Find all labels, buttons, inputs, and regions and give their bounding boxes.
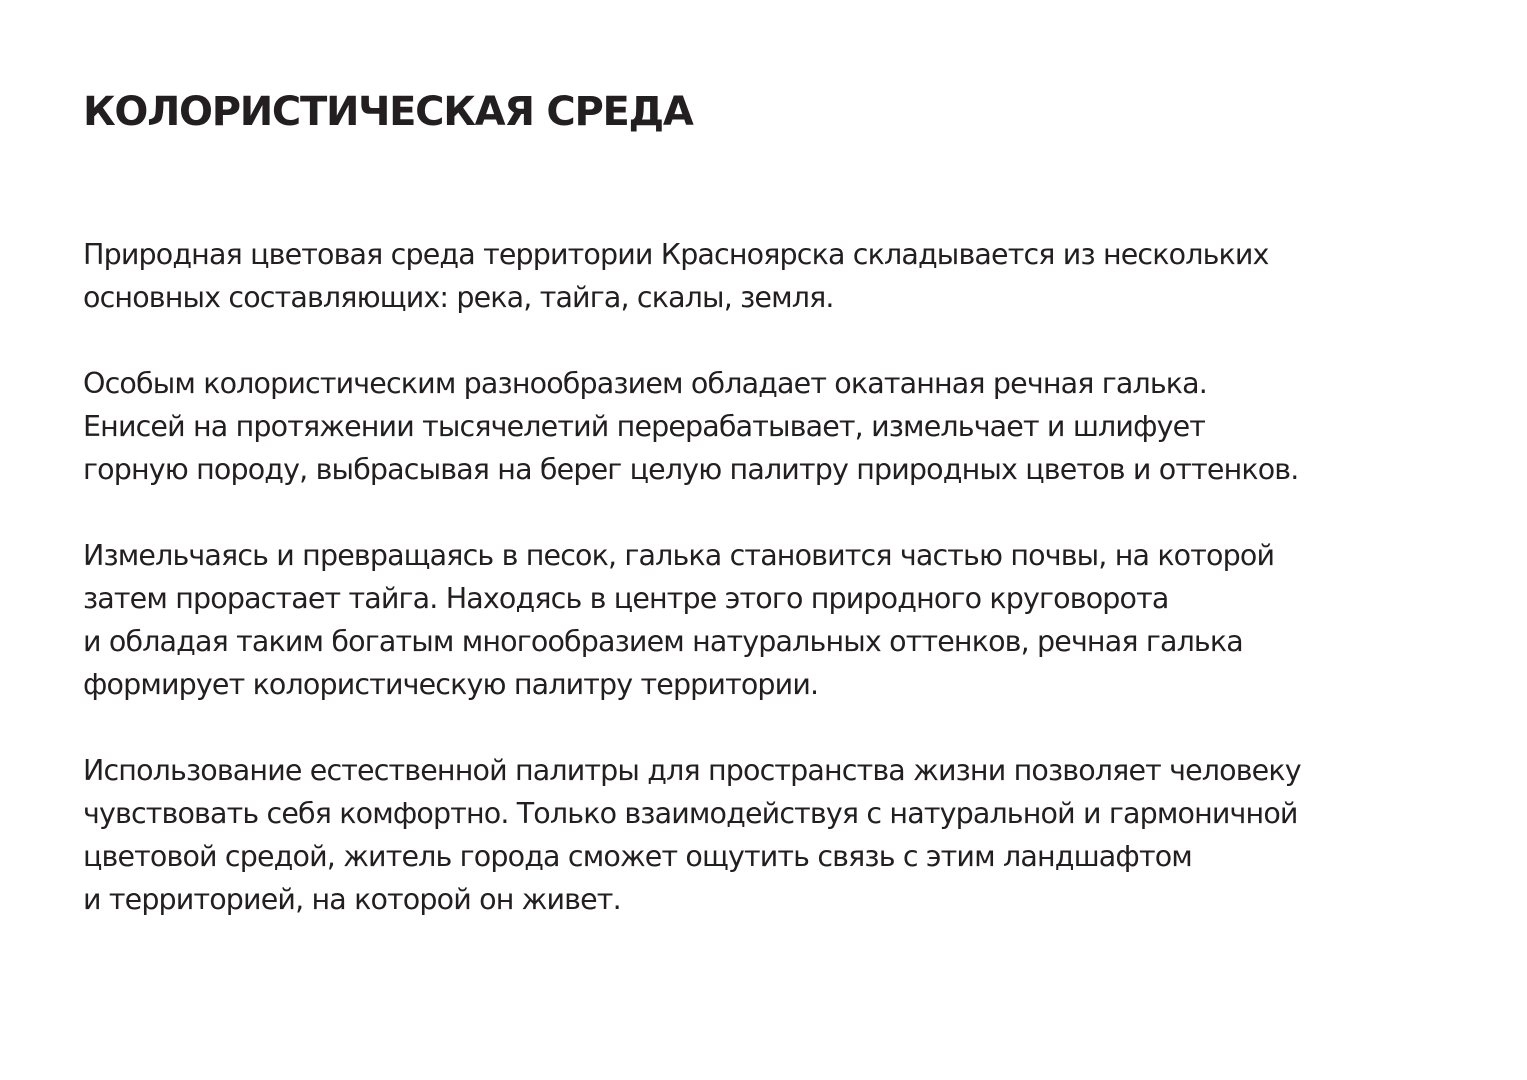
page-title: КОЛОРИСТИЧЕСКАЯ СРЕДА	[83, 89, 693, 135]
paragraph-1	[83, 233, 1503, 319]
text-line: Особым колористическим разнообразием обладает окатанная речная галька.	[83, 367, 1207, 400]
text-line: основных составляющих: река, тайга, скалы, земля.	[83, 281, 834, 314]
text-line: затем прорастает тайга. Находясь в центре этого природного круговорота	[83, 582, 1169, 615]
text-line: и территорией, на которой он живет.	[83, 883, 621, 916]
text-line: горную породу, выбрасывая на берег целую палитру природных цветов и оттенков.	[83, 453, 1299, 486]
text-line: и обладая таким богатым многообразием натуральных оттенков, речная галька	[83, 625, 1243, 658]
paragraph-2	[83, 362, 1503, 491]
body-text	[83, 233, 1503, 964]
text-line: формирует колористическую палитру территории.	[83, 668, 819, 701]
text-line: Природная цветовая среда территории Красноярска складывается из нескольких	[83, 238, 1269, 271]
paragraph-3	[83, 534, 1503, 706]
text-line: Измельчаясь и превращаясь в песок, галька становится частью почвы, на которой	[83, 539, 1275, 572]
paragraph-4	[83, 749, 1503, 921]
text-line: Использование естественной палитры для пространства жизни позволяет человеку	[83, 754, 1301, 787]
text-line: цветовой средой, житель города сможет ощутить связь с этим ландшафтом	[83, 840, 1192, 873]
text-line: Енисей на протяжении тысячелетий перерабатывает, измельчает и шлифует	[83, 410, 1206, 443]
text-line: чувствовать себя комфортно. Только взаимодействуя с натуральной и гармоничной	[83, 797, 1298, 830]
